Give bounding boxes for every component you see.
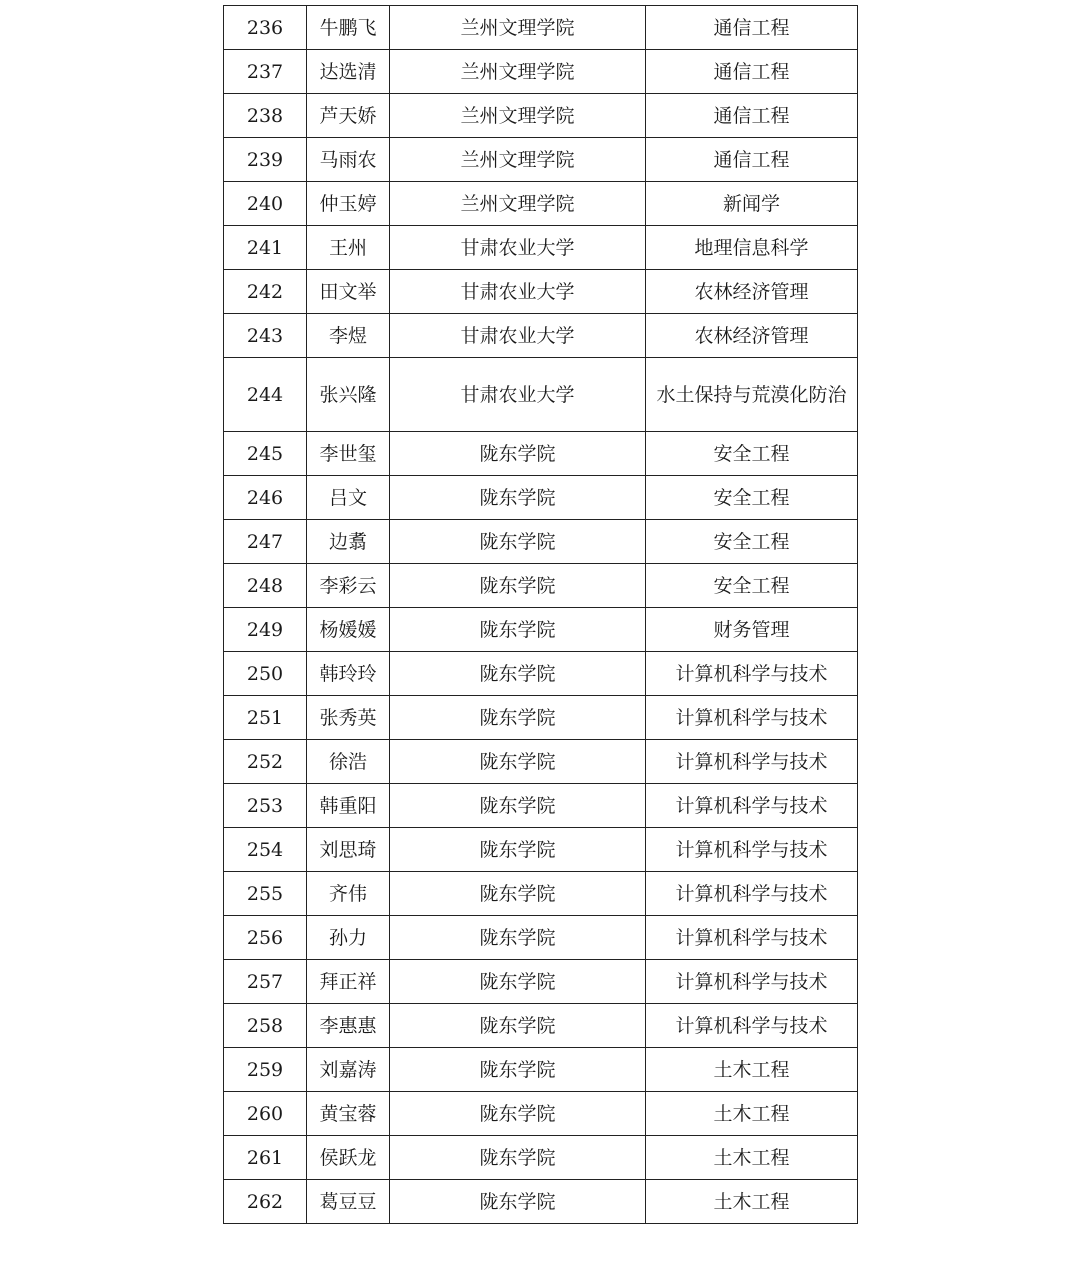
cell-major: 安全工程: [646, 432, 858, 476]
table-row: [224, 1180, 858, 1224]
cell-number: 249: [224, 608, 307, 652]
cell-school: 陇东学院: [390, 1004, 646, 1048]
table-row: [224, 358, 858, 432]
cell-name: 李煜: [307, 314, 390, 358]
table-row: [224, 94, 858, 138]
cell-number: 241: [224, 226, 307, 270]
cell-major: 通信工程: [646, 6, 858, 50]
cell-name: 达选清: [307, 50, 390, 94]
cell-school: 陇东学院: [390, 1048, 646, 1092]
cell-name: 侯跃龙: [307, 1136, 390, 1180]
cell-name: 李世玺: [307, 432, 390, 476]
cell-school: 陇东学院: [390, 520, 646, 564]
cell-school: 甘肃农业大学: [390, 270, 646, 314]
cell-major: 土木工程: [646, 1048, 858, 1092]
cell-major: 计算机科学与技术: [646, 652, 858, 696]
student-list-table: [223, 5, 858, 1224]
cell-major: 通信工程: [646, 50, 858, 94]
cell-major: 水土保持与荒漠化防治: [646, 358, 858, 432]
cell-number: 255: [224, 872, 307, 916]
table-row: [224, 50, 858, 94]
cell-school: 甘肃农业大学: [390, 358, 646, 432]
cell-school: 陇东学院: [390, 476, 646, 520]
table-row: [224, 182, 858, 226]
table-row: [224, 1136, 858, 1180]
table-row: [224, 6, 858, 50]
cell-name: 杨媛媛: [307, 608, 390, 652]
cell-number: 245: [224, 432, 307, 476]
cell-number: 259: [224, 1048, 307, 1092]
cell-major: 计算机科学与技术: [646, 872, 858, 916]
cell-school: 陇东学院: [390, 872, 646, 916]
table-row: [224, 476, 858, 520]
cell-name: 韩玲玲: [307, 652, 390, 696]
cell-number: 243: [224, 314, 307, 358]
cell-number: 252: [224, 740, 307, 784]
cell-school: 甘肃农业大学: [390, 314, 646, 358]
cell-major: 土木工程: [646, 1092, 858, 1136]
table-row: [224, 872, 858, 916]
cell-number: 251: [224, 696, 307, 740]
cell-number: 239: [224, 138, 307, 182]
cell-school: 兰州文理学院: [390, 6, 646, 50]
cell-major: 计算机科学与技术: [646, 740, 858, 784]
cell-name: 孙力: [307, 916, 390, 960]
cell-major: 安全工程: [646, 476, 858, 520]
cell-school: 陇东学院: [390, 652, 646, 696]
table-row: [224, 564, 858, 608]
cell-major: 安全工程: [646, 564, 858, 608]
cell-number: 261: [224, 1136, 307, 1180]
cell-number: 247: [224, 520, 307, 564]
cell-number: 258: [224, 1004, 307, 1048]
cell-major: 计算机科学与技术: [646, 1004, 858, 1048]
cell-major: 安全工程: [646, 520, 858, 564]
cell-name: 刘嘉涛: [307, 1048, 390, 1092]
cell-school: 陇东学院: [390, 608, 646, 652]
cell-number: 244: [224, 358, 307, 432]
cell-major: 地理信息科学: [646, 226, 858, 270]
cell-name: 李彩云: [307, 564, 390, 608]
cell-major: 计算机科学与技术: [646, 916, 858, 960]
cell-number: 238: [224, 94, 307, 138]
cell-number: 240: [224, 182, 307, 226]
cell-name: 黄宝蓉: [307, 1092, 390, 1136]
cell-name: 葛豆豆: [307, 1180, 390, 1224]
cell-name: 徐浩: [307, 740, 390, 784]
cell-major: 通信工程: [646, 94, 858, 138]
cell-major: 通信工程: [646, 138, 858, 182]
cell-major: 计算机科学与技术: [646, 828, 858, 872]
cell-name: 吕文: [307, 476, 390, 520]
student-list-table-container: [223, 5, 857, 1224]
cell-school: 陇东学院: [390, 960, 646, 1004]
cell-name: 刘思琦: [307, 828, 390, 872]
cell-school: 陇东学院: [390, 696, 646, 740]
cell-school: 陇东学院: [390, 784, 646, 828]
cell-major: 农林经济管理: [646, 314, 858, 358]
table-row: [224, 138, 858, 182]
table-row: [224, 270, 858, 314]
cell-school: 兰州文理学院: [390, 50, 646, 94]
table-row: [224, 784, 858, 828]
cell-school: 陇东学院: [390, 1136, 646, 1180]
cell-major: 计算机科学与技术: [646, 960, 858, 1004]
cell-name: 王州: [307, 226, 390, 270]
cell-school: 陇东学院: [390, 916, 646, 960]
cell-name: 牛鹏飞: [307, 6, 390, 50]
cell-number: 257: [224, 960, 307, 1004]
cell-school: 兰州文理学院: [390, 94, 646, 138]
cell-major: 新闻学: [646, 182, 858, 226]
cell-number: 242: [224, 270, 307, 314]
cell-number: 236: [224, 6, 307, 50]
cell-name: 芦天娇: [307, 94, 390, 138]
cell-school: 陇东学院: [390, 1092, 646, 1136]
cell-number: 254: [224, 828, 307, 872]
cell-number: 260: [224, 1092, 307, 1136]
table-row: [224, 916, 858, 960]
table-row: [224, 740, 858, 784]
table-row: [224, 696, 858, 740]
table-row: [224, 960, 858, 1004]
cell-school: 兰州文理学院: [390, 138, 646, 182]
cell-name: 张兴隆: [307, 358, 390, 432]
cell-name: 边翥: [307, 520, 390, 564]
cell-school: 陇东学院: [390, 432, 646, 476]
table-body: [224, 6, 858, 1224]
cell-number: 248: [224, 564, 307, 608]
table-row: [224, 226, 858, 270]
cell-school: 陇东学院: [390, 564, 646, 608]
cell-name: 田文举: [307, 270, 390, 314]
cell-major: 财务管理: [646, 608, 858, 652]
table-row: [224, 608, 858, 652]
table-row: [224, 520, 858, 564]
cell-name: 马雨农: [307, 138, 390, 182]
table-row: [224, 432, 858, 476]
cell-name: 张秀英: [307, 696, 390, 740]
cell-name: 拜正祥: [307, 960, 390, 1004]
cell-school: 陇东学院: [390, 740, 646, 784]
cell-name: 李惠惠: [307, 1004, 390, 1048]
cell-school: 陇东学院: [390, 1180, 646, 1224]
table-row: [224, 314, 858, 358]
cell-name: 韩重阳: [307, 784, 390, 828]
cell-name: 仲玉婷: [307, 182, 390, 226]
cell-major: 计算机科学与技术: [646, 784, 858, 828]
table-row: [224, 652, 858, 696]
table-row: [224, 828, 858, 872]
cell-major: 土木工程: [646, 1180, 858, 1224]
cell-number: 262: [224, 1180, 307, 1224]
cell-number: 253: [224, 784, 307, 828]
cell-number: 237: [224, 50, 307, 94]
cell-school: 甘肃农业大学: [390, 226, 646, 270]
table-row: [224, 1092, 858, 1136]
cell-number: 250: [224, 652, 307, 696]
table-row: [224, 1048, 858, 1092]
cell-major: 计算机科学与技术: [646, 696, 858, 740]
cell-name: 齐伟: [307, 872, 390, 916]
cell-school: 陇东学院: [390, 828, 646, 872]
cell-number: 256: [224, 916, 307, 960]
cell-major: 农林经济管理: [646, 270, 858, 314]
cell-number: 246: [224, 476, 307, 520]
cell-school: 兰州文理学院: [390, 182, 646, 226]
table-row: [224, 1004, 858, 1048]
cell-major: 土木工程: [646, 1136, 858, 1180]
